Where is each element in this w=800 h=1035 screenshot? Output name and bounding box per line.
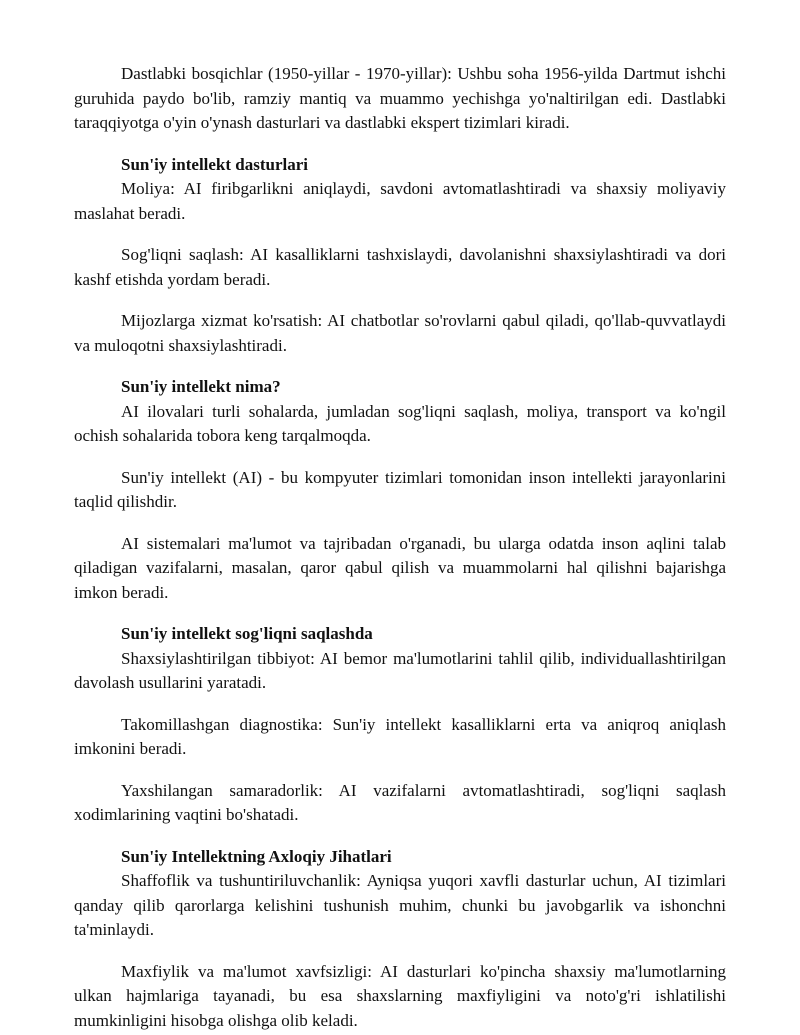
paragraph-ai-applications: AI ilovalari turli sohalarda, jumladan sog'liqni saqlash, moliya, transport va ko'ngil ochish sohalarida tobora keng tarqalmoqda.	[74, 401, 726, 445]
paragraph-efficiency: Yaxshilangan samaradorlik: AI vazifalarni avtomatlashtiradi, sog'liqni saqlash xodimlarining vaqtini bo'shatadi.	[74, 780, 726, 824]
paragraph-ai-definition: Sun'iy intellekt (AI) - bu kompyuter tizimlari tomonidan inson intellekti jarayonlarini taqlid qilishdir.	[74, 467, 726, 511]
paragraph-finance: Moliya: AI firibgarlikni aniqlaydi, savdoni avtomatlashtiradi va shaxsiy moliyaviy maslahat beradi.	[74, 179, 726, 223]
section-heading-what-is-ai: Sun'iy intellekt nima?	[121, 377, 281, 396]
section-heading-ai-programs: Sun'iy intellekt dasturlari	[121, 154, 309, 174]
paragraph-customer-service: Mijozlarga xizmat ko'rsatish: AI chatbotlar so'rovlarni qabul qiladi, qo'llab-quvvatlaydi va muloqotni shaxsiylashtiradi.	[74, 311, 726, 355]
paragraph-privacy: Maxfiylik va ma'lumot xavfsizligi: AI dasturlari ko'pincha shaxsiy ma'lumotlarning ulkan hajmlariga tayanadi, bu esa shaxslarning maxfiyligini va noto'g'ri ishlatilishi mumkinligini hisobga olishga olib keladi.	[74, 961, 726, 1030]
section-heading-ai-ethics: Sun'iy Intellektning Axloqiy Jihatlari	[121, 846, 392, 866]
paragraph-transparency: Shaffoflik va tushuntiriluvchanlik: Ayniqsa yuqori xavfli dasturlar uchun, AI tizimlari qanday qilib qarorlarga kelishini tushunish muhim, chunki bu javobgarlik va ishonchni ta'minlaydi.	[74, 871, 726, 939]
intro-paragraph: Dastlabki bosqichlar (1950-yillar - 1970-yillar): Ushbu soha 1956-yilda Dartmut ishchi guruhida paydo bo'lib, ramziy mantiq va muammo yechishga yo'naltirilgan edi. Dastlabki taraqqiyotga o'yin o'ynash dasturlari va dastlabki ekspert tizimlari kiradi.	[74, 64, 726, 132]
document-page	[74, 62, 726, 1033]
paragraph-diagnostics: Takomillashgan diagnostika: Sun'iy intellekt kasalliklarni erta va aniqroq aniqlash imkonini beradi.	[74, 714, 726, 758]
section-heading-ai-in-healthcare: Sun'iy intellekt sog'liqni saqlashda	[121, 624, 373, 643]
paragraph-ai-learning: AI sistemalari ma'lumot va tajribadan o'rganadi, bu ularga odatda inson aqlini talab qiladigan vazifalarni, masalan, qaror qabul qilish va muammolarni hal qilishni bajarishga imkon beradi.	[74, 533, 726, 602]
paragraph-personalized-medicine: Shaxsiylashtirilgan tibbiyot: AI bemor ma'lumotlarini tahlil qilib, individuallashtirilgan davolash usullarini yaratadi.	[74, 648, 726, 692]
paragraph-healthcare: Sog'liqni saqlash: AI kasalliklarni tashxislaydi, davolanishni shaxsiylashtiradi va dori kashf etishda yordam beradi.	[74, 245, 726, 289]
